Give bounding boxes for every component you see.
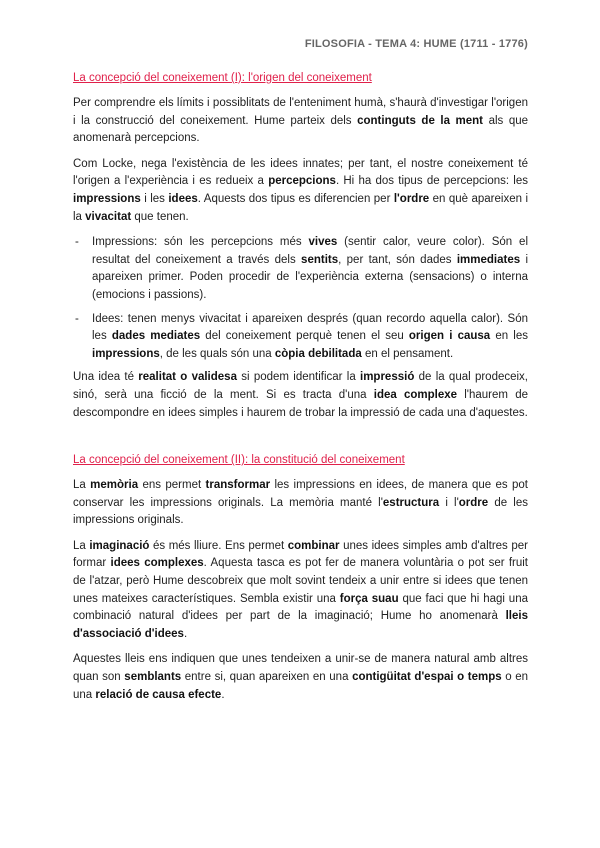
- key-term: origen i causa: [408, 330, 491, 343]
- key-term: combinar: [287, 539, 340, 552]
- text-run: i l': [439, 496, 459, 509]
- key-term: força suau: [339, 592, 399, 605]
- text-run: en les: [490, 330, 529, 343]
- key-term: relació de causa efecte: [95, 688, 222, 701]
- key-term: idees complexes: [110, 557, 204, 570]
- text-run: les impressions en idees, de manera que es pot conservar les impressions originals. La memòria manté l': [73, 479, 528, 509]
- text-run: Per comprendre els límits i possiblitats de l'enteniment humà, s'haurà d'investigar l'origen i la construcció del coneixement. Hume parteix dels: [73, 97, 528, 127]
- text-run: l'haurem de descompondre en idees simples i haurem de trobar la impressió de cada una d'aquestes.: [73, 388, 528, 419]
- text-run: o en una: [73, 671, 529, 701]
- text-run: si podem identificar la: [236, 371, 361, 384]
- key-term: estructura: [382, 496, 440, 509]
- text-run: que tenen.: [131, 210, 189, 223]
- text-run: és més lliure. Ens permet: [149, 539, 288, 552]
- key-term: idees: [168, 192, 198, 205]
- key-term: l'ordre: [393, 192, 430, 205]
- text-run: .: [183, 627, 188, 640]
- key-term: vivacitat: [85, 210, 132, 223]
- perception-types-list: [73, 234, 528, 363]
- section-1-paragraph-3: [73, 369, 528, 422]
- key-term: realitat o validesa: [138, 371, 237, 384]
- section-2-paragraph-1: [73, 477, 528, 530]
- section-2-paragraph-2: [73, 538, 528, 644]
- text-run: ens permet: [138, 479, 206, 492]
- key-term: vives: [308, 236, 338, 249]
- key-term: continguts de la ment: [357, 114, 484, 127]
- list-bullet: -: [75, 236, 79, 249]
- key-term: sentits: [301, 253, 339, 266]
- key-term: imaginació: [89, 539, 150, 552]
- key-term: impressió: [360, 371, 415, 384]
- list-item-impressions: [73, 234, 528, 304]
- text-run: Una idea té: [73, 371, 139, 384]
- key-term: còpia debilitada: [274, 347, 362, 360]
- section-2-heading: La concepció del coneixement (II): la constitució del coneixement: [73, 454, 405, 467]
- text-run: en el pensament.: [361, 347, 454, 360]
- key-term: transformar: [205, 479, 271, 492]
- key-term: idea complexe: [373, 388, 458, 401]
- text-run: de la qual prodeceix, sinó, serà una ficció de la ment. Si es tracta d'una: [73, 371, 529, 401]
- text-run: . Aquesta tasca es pot fer de manera voluntària o pot ser fruit de l'atzar, però Hume descobreix que molt sovint tendeix a unir entre si idees que tenen unes mateixes característiques. Sembla existir una: [73, 557, 528, 605]
- text-run: del coneixement perquè tenen el seu: [200, 330, 409, 343]
- text-run: unes idees simples amb d'altres per formar: [73, 539, 528, 570]
- section-1-paragraph-2: [73, 156, 528, 226]
- text-run: Idees: tenen menys vivacitat i apareixen després (quan recordo aquella calor). Són les: [92, 312, 528, 343]
- text-run: i apareixen primer. Poden procedir de l'experiència externa (sensacions) o interna (emocions i passions).: [92, 253, 529, 301]
- key-term: semblants: [124, 671, 182, 684]
- text-run: i les: [140, 192, 169, 205]
- text-run: La: [73, 539, 90, 552]
- text-run: . Hi ha dos tipus de percepcions: les: [335, 175, 528, 188]
- section-spacer: [73, 430, 528, 452]
- text-run: als que anomenarà percepcions.: [73, 114, 529, 145]
- key-term: percepcions: [268, 175, 336, 188]
- text-run: , de les quals són una: [159, 347, 275, 360]
- text-run: . Aquests dos tipus es diferencien per: [197, 192, 394, 205]
- list-item-text: [92, 236, 528, 301]
- key-term: dades mediates: [111, 330, 201, 343]
- text-run: en què apareixen i la: [73, 192, 529, 223]
- list-bullet: -: [75, 312, 79, 325]
- key-term: memòria: [90, 479, 139, 492]
- text-run: Impressions: són les percepcions més: [92, 236, 309, 249]
- text-run: Aquestes lleis ens indiquen que unes tendeixen a unir-se de manera natural amb altres quan son: [73, 653, 528, 684]
- text-run: .: [221, 688, 225, 701]
- text-run: de les impressions originals.: [73, 496, 528, 527]
- key-term: lleis d'associació d'idees: [73, 610, 528, 640]
- section-1-heading: La concepció del coneixement (I): l'origen del coneixement: [73, 72, 372, 84]
- text-run: Com Locke, nega l'existència de les idees innates; per tant, el nostre coneixement té l'origen a l'experiència i es redueix a: [73, 157, 528, 188]
- text-run: entre si, quan apareixen en una: [181, 671, 353, 684]
- key-term: ordre: [458, 496, 489, 509]
- text-run: que faci que hi hagi una combinació natural d'idees per part de la imaginació; Hume ho anomenarà: [73, 592, 528, 623]
- key-term: contigüitat d'espai o temps: [352, 671, 502, 684]
- document-body: [73, 70, 528, 712]
- list-item-ideas: [73, 311, 528, 364]
- section-2-paragraph-3: [73, 651, 528, 704]
- document-header: FILOSOFIA - TEMA 4: HUME (1711 - 1776): [304, 38, 528, 50]
- section-1-paragraph-1: [73, 95, 528, 148]
- text-run: (sentir calor, veure color). Són el resultat del coneixement a través dels: [92, 236, 529, 266]
- text-run: La: [73, 479, 91, 492]
- key-term: immediates: [456, 253, 521, 266]
- list-item-text: [92, 313, 528, 360]
- key-term: impressions: [73, 192, 141, 205]
- key-term: impressions: [92, 347, 160, 360]
- text-run: , per tant, són dades: [338, 253, 457, 266]
